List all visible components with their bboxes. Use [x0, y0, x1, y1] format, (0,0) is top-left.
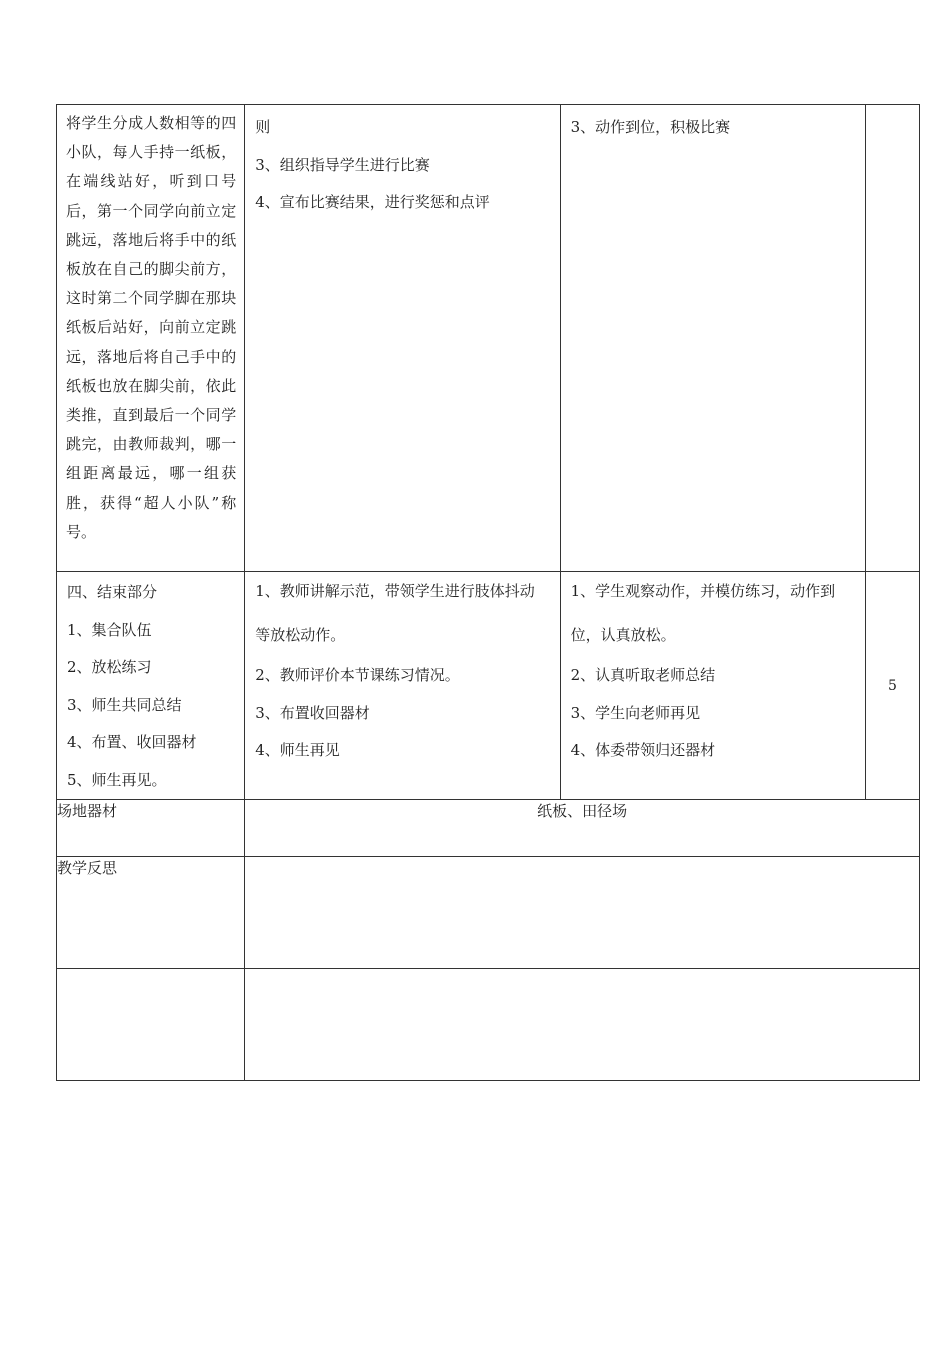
game-method-cell	[57, 105, 245, 572]
reflection-row	[57, 857, 920, 969]
ending-content-line: 1、集合队伍	[67, 620, 152, 639]
teacher-line: 等放松动作。	[255, 626, 346, 644]
venue-label: 场地器材	[57, 802, 118, 820]
reflection-label-cell	[57, 857, 245, 969]
venue-row	[57, 800, 920, 857]
game-student-cell	[560, 105, 865, 572]
teacher-line: 3、布置收回器材	[255, 703, 370, 722]
student-line: 3、动作到位，积极比赛	[570, 118, 731, 136]
ending-section-title: 四、结束部分	[67, 583, 158, 601]
student-line: 2、认真听取老师总结	[570, 666, 716, 684]
lesson-plan-table	[56, 104, 920, 1081]
game-minutes-cell	[865, 105, 919, 572]
venue-label-cell	[57, 800, 245, 857]
student-line: 位，认真放松。	[570, 626, 676, 644]
teacher-line: 1、教师讲解示范，带领学生进行肢体抖动	[255, 582, 535, 600]
blank-row	[57, 969, 920, 1081]
ending-content-line: 3、师生共同总结	[67, 695, 182, 714]
game-method-text: 将学生分成人数相等的四小队，每人手持一纸板，在端线站好，听到口号后，第一个同学向前立定跳远，落地后将手中的纸板放在自己的脚尖前方，这时第二个同学脚在那块纸板后站好，向前立定跳远，落地后将自己手中的纸板也放在脚尖前，依此类推，直到最后一个同学跳完，由教师裁判，哪一组距离最远，哪一组获胜，获得“超人小队”称号。	[66, 114, 237, 541]
venue-value-cell	[245, 800, 920, 857]
teacher-line: 4、宣布比赛结果，进行奖惩和点评	[255, 193, 490, 211]
minutes-value: 5	[887, 677, 897, 694]
ending-content-cell	[57, 572, 245, 800]
teacher-line: 则	[255, 118, 271, 136]
ending-student-cell	[560, 572, 865, 800]
reflection-value-cell	[245, 857, 920, 969]
venue-value: 纸板、田径场	[537, 802, 628, 820]
ending-content-line: 4、布置、收回器材	[67, 733, 197, 751]
student-line: 1、学生观察动作，并模仿练习，动作到	[570, 582, 836, 600]
ending-teacher-cell	[245, 572, 560, 800]
reflection-label: 教学反思	[57, 859, 118, 877]
ending-content-line: 5、师生再见。	[67, 770, 167, 789]
teacher-line: 2、教师评价本节课练习情况。	[255, 666, 460, 684]
student-line: 3、学生向老师再见	[570, 703, 701, 722]
teacher-line: 4、师生再见	[255, 741, 340, 759]
teacher-line: 3、组织指导学生进行比赛	[255, 155, 430, 174]
blank-value-cell	[245, 969, 920, 1081]
game-row	[57, 105, 920, 572]
game-teacher-cell	[245, 105, 560, 572]
ending-content-line: 2、放松练习	[67, 658, 152, 676]
ending-row	[57, 572, 920, 800]
ending-minutes-cell	[865, 572, 919, 800]
blank-label-cell	[57, 969, 245, 1081]
student-line: 4、体委带领归还器材	[570, 741, 716, 759]
